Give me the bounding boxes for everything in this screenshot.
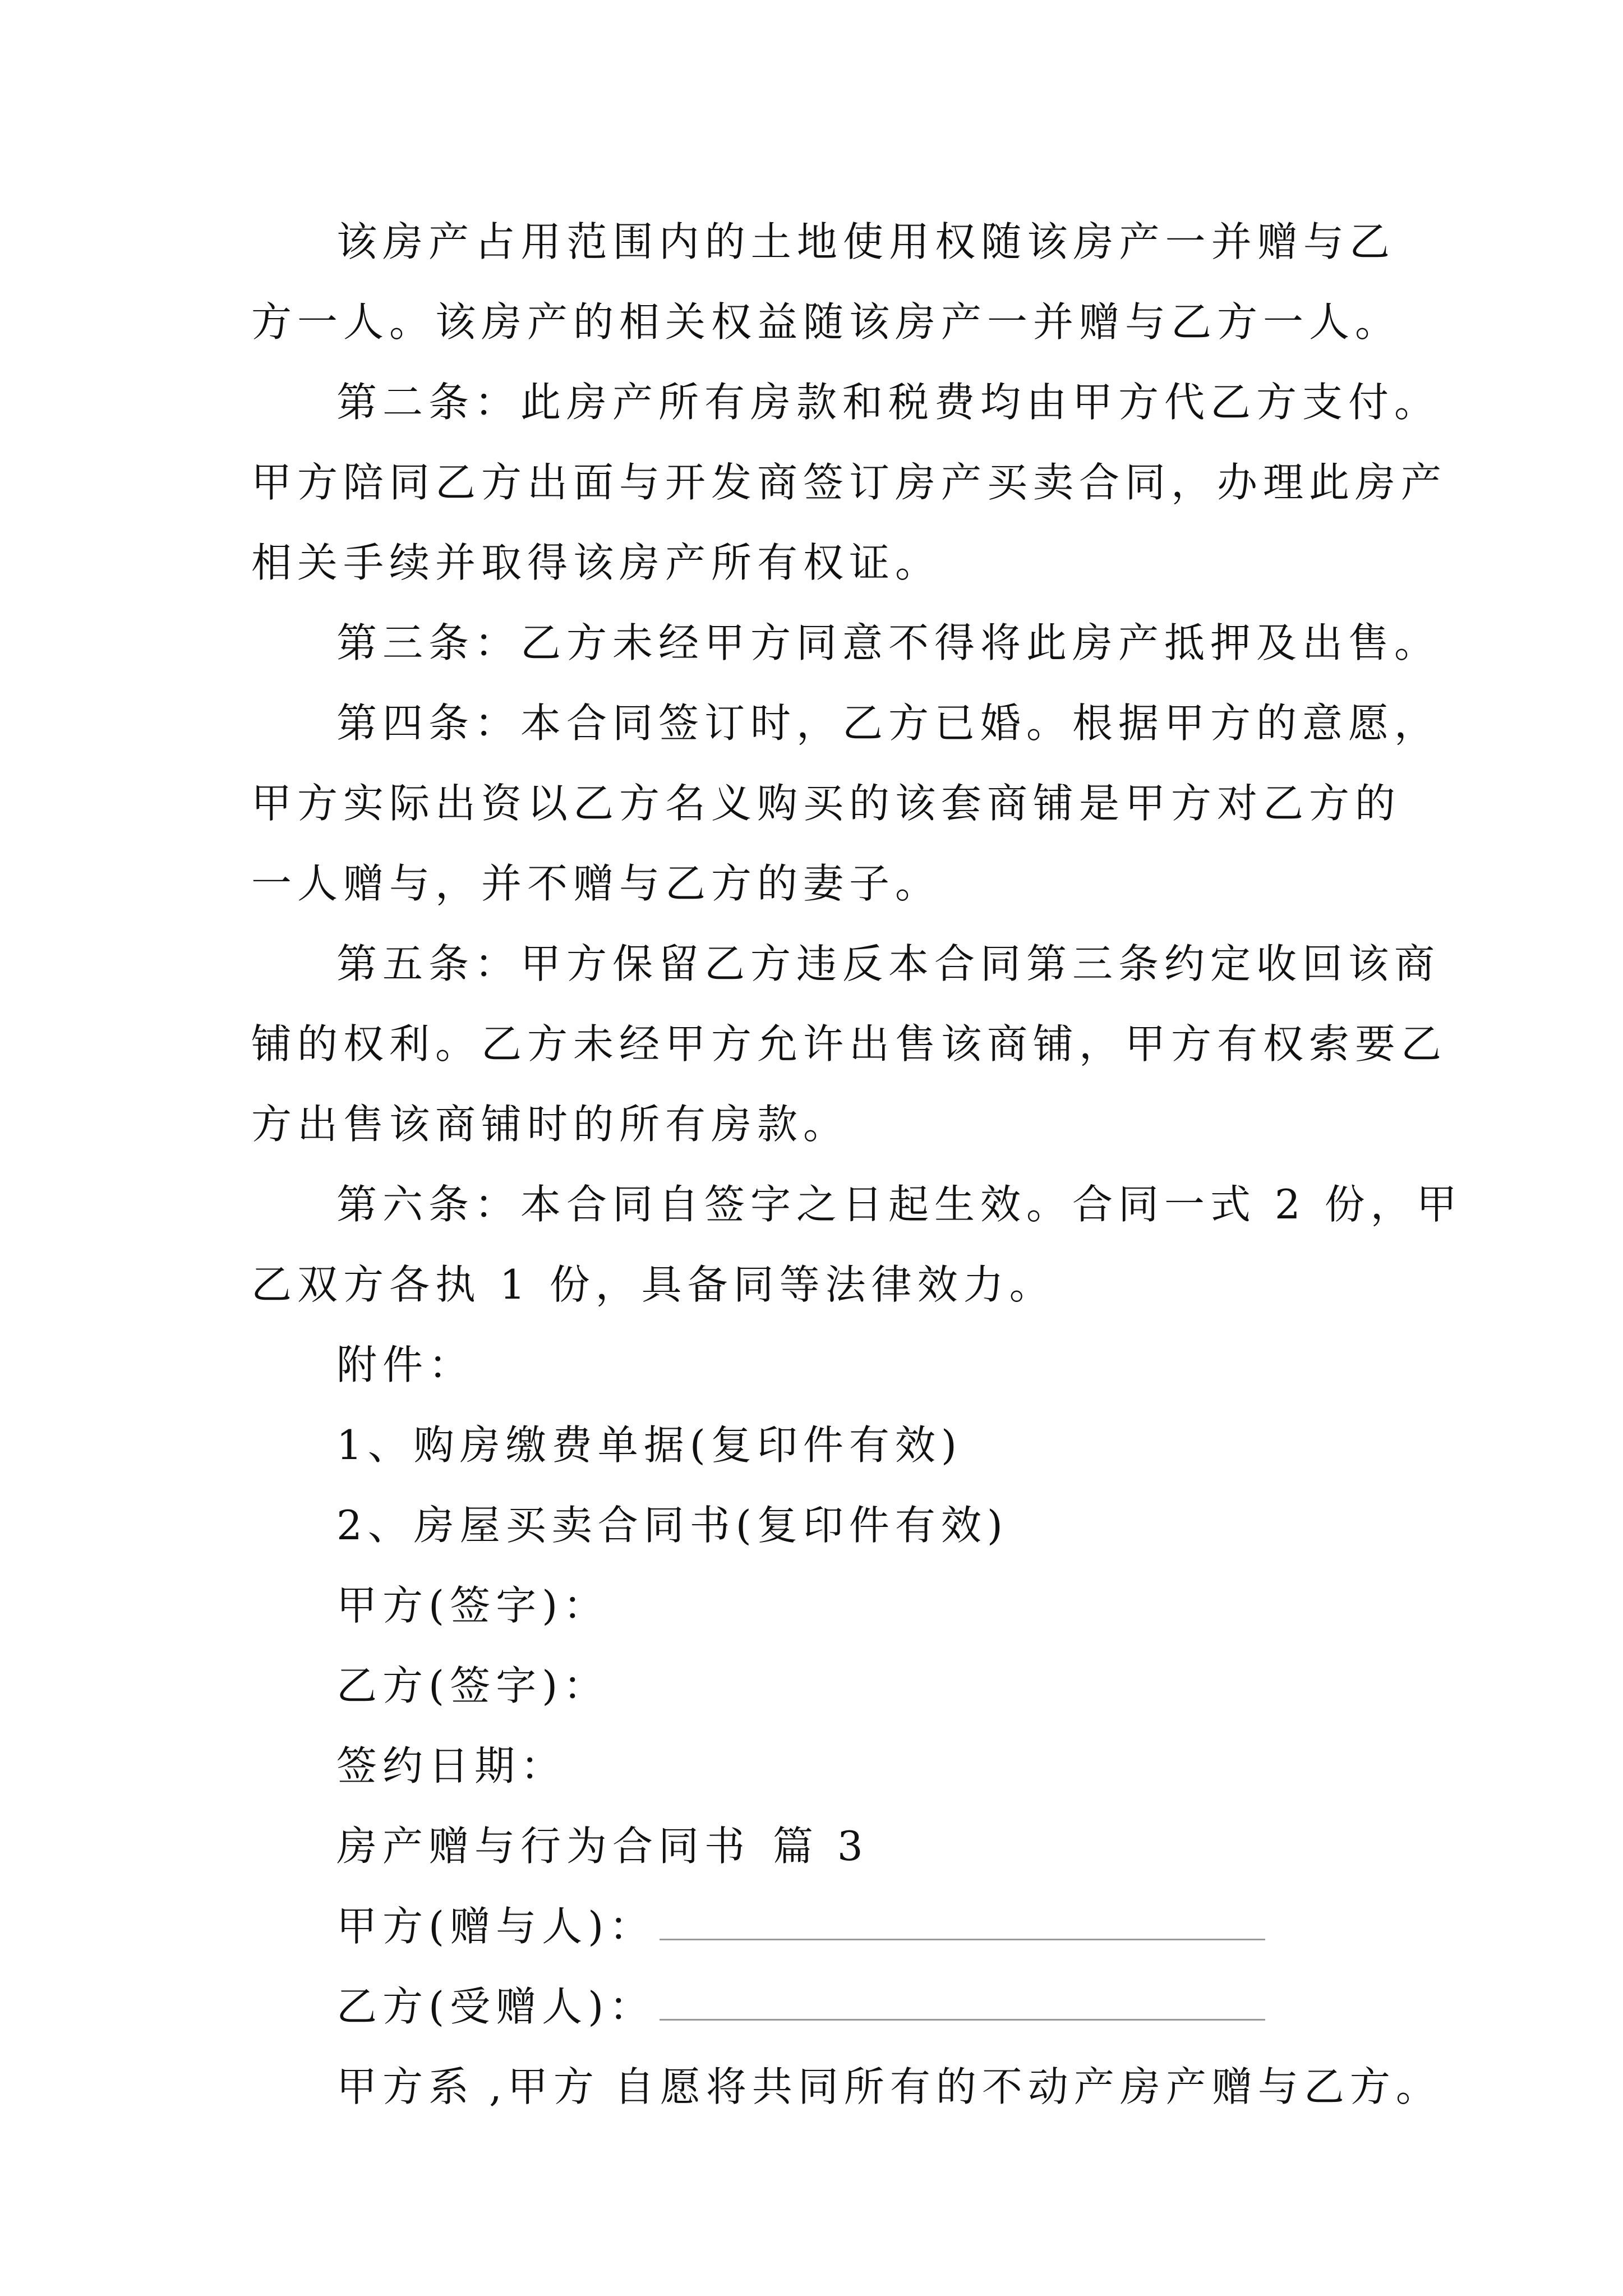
clause-2-line: 第二条：此房产所有房款和税费均由甲方代乙方支付。 bbox=[336, 379, 1441, 426]
clause-2-line: 相关手续并取得该房产所有权证。 bbox=[251, 539, 942, 586]
gift-statement-part: 甲方系 bbox=[336, 2063, 475, 2110]
signing-date-label: 签约日期： bbox=[336, 1742, 567, 1789]
clause-5-line: 铺的权利。乙方未经甲方允许出售该商铺，甲方有权索要乙 bbox=[251, 1020, 1447, 1068]
donor-line bbox=[251, 1887, 1395, 1967]
donee-line bbox=[251, 1967, 1395, 2047]
gift-statement-part: ,甲方 bbox=[489, 2063, 600, 2110]
clause-4-line: 甲方实际出资以乙方名义购买的该套商铺是甲方对乙方的 bbox=[251, 780, 1401, 827]
gift-statement-part: 自愿将共同所有的不动产房产赠与乙方。 bbox=[614, 2063, 1442, 2110]
clause-5-line: 第五条：甲方保留乙方违反本合同第三条约定收回该商 bbox=[336, 940, 1441, 987]
donor-blank-field[interactable] bbox=[660, 1907, 1265, 1940]
party-a-signature-label: 甲方(签字)： bbox=[336, 1582, 610, 1629]
section-number: 篇 3 bbox=[773, 1823, 869, 1870]
paragraph-line: 该房产占用范围内的土地使用权随该房产一并赠与乙 bbox=[336, 218, 1395, 265]
donee-blank-field[interactable] bbox=[660, 1987, 1265, 2021]
donee-label: 乙方(受赠人)： bbox=[336, 1983, 656, 2030]
clause-4-line: 一人赠与，并不赠与乙方的妻子。 bbox=[251, 860, 942, 907]
paragraph-line: 方一人。该房产的相关权益随该房产一并赠与乙方一人。 bbox=[251, 298, 1401, 346]
clause-3-line: 第三条：乙方未经甲方同意不得将此房产抵押及出售。 bbox=[336, 619, 1441, 666]
gift-statement-line bbox=[251, 2047, 1442, 2127]
clause-6-line: 第六条：本合同自签字之日起生效。合同一式 2 份，甲 bbox=[336, 1181, 1463, 1228]
section-heading bbox=[251, 1806, 1395, 1887]
attachment-item: 2、房屋买卖合同书(复印件有效) bbox=[336, 1502, 1008, 1549]
party-b-signature-label: 乙方(签字)： bbox=[336, 1662, 610, 1709]
clause-5-line: 方出售该商铺时的所有房款。 bbox=[251, 1101, 850, 1148]
clause-4-line: 第四条：本合同签订时，乙方已婚。根据甲方的意愿， bbox=[336, 700, 1441, 747]
attachments-heading: 附件： bbox=[336, 1341, 475, 1388]
clause-6-line: 乙双方各执 1 份，具备同等法律效力。 bbox=[251, 1261, 1055, 1308]
attachment-item: 1、购房缴费单据(复印件有效) bbox=[336, 1421, 962, 1469]
section-title: 房产赠与行为合同书 bbox=[336, 1823, 751, 1870]
clause-2-line: 甲方陪同乙方出面与开发商签订房产买卖合同，办理此房产 bbox=[251, 459, 1447, 506]
document-body bbox=[251, 202, 1463, 2127]
donor-label: 甲方(赠与人)： bbox=[336, 1903, 656, 1950]
